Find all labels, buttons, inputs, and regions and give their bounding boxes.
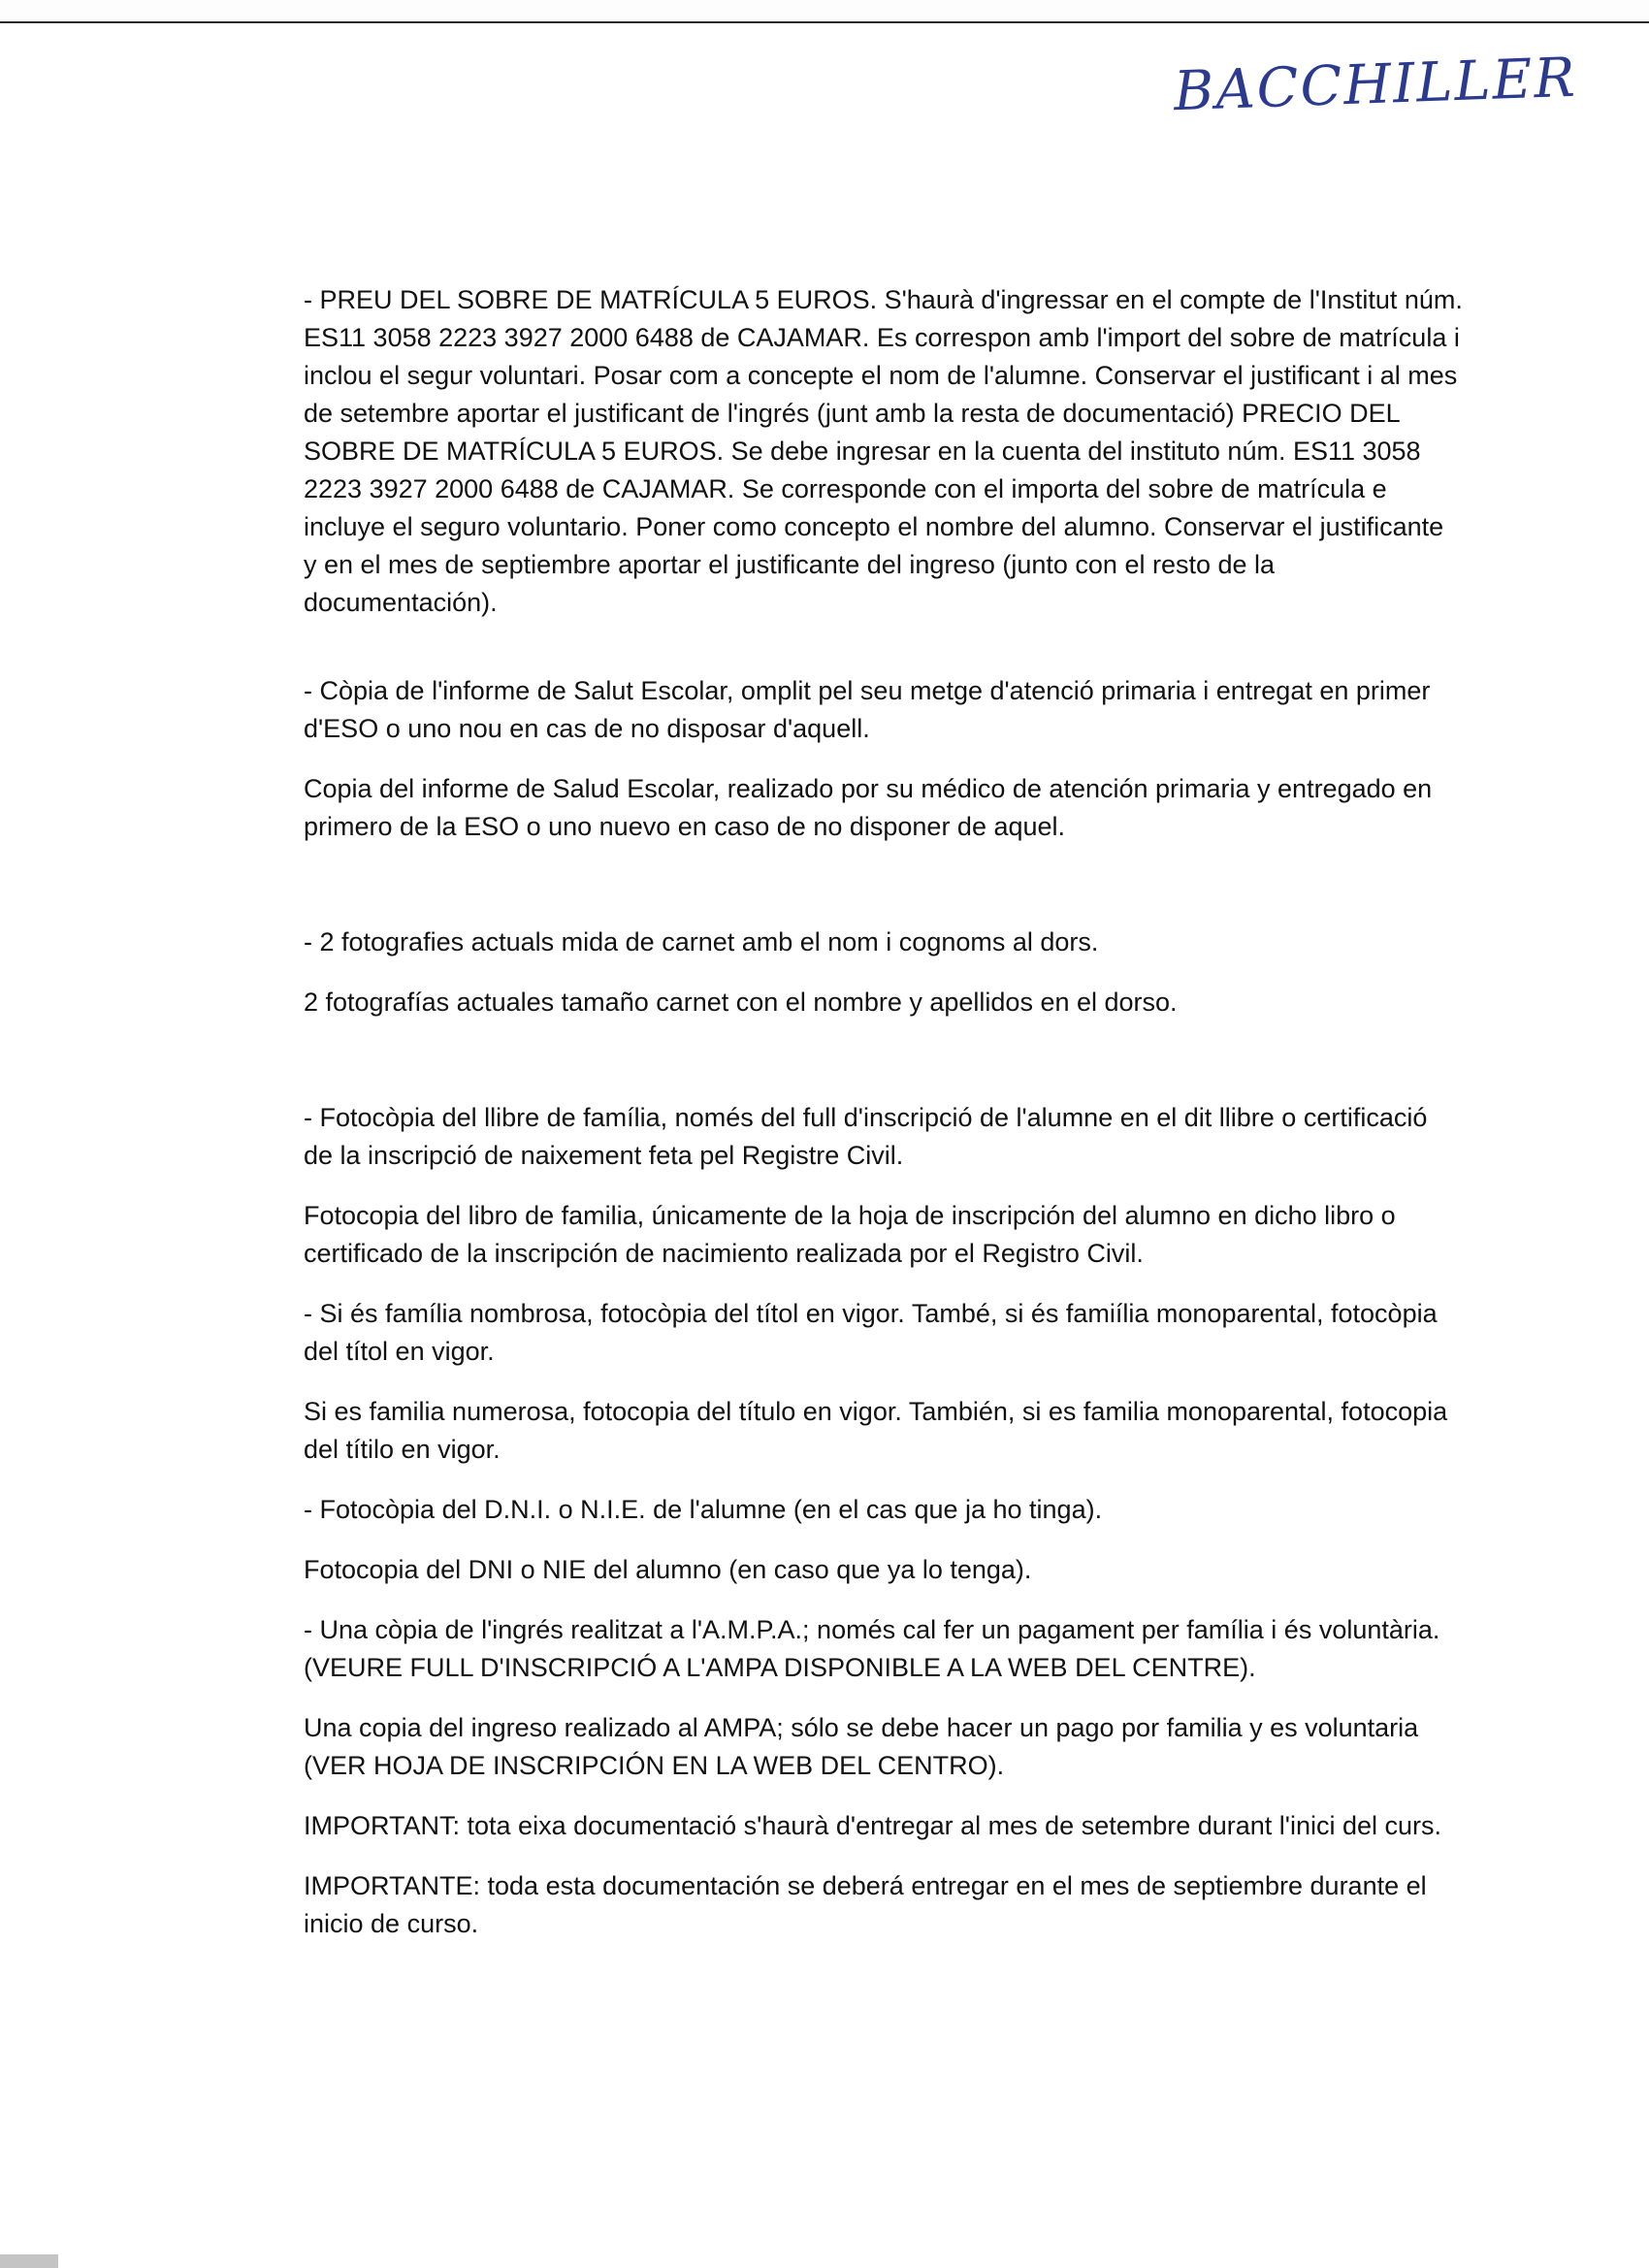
- scan-top-edge: [0, 0, 1649, 23]
- paragraph-family-book-ca: - Fotocòpia del llibre de família, només del full d'inscripció de l'alumne en el dit llibre o certificació de la inscripció de naixement feta pel Registre Civil.: [304, 1103, 1428, 1170]
- paragraph-ampa-ca: - Una còpia de l'ingrés realitzat a l'A.M.P.A.; només cal fer un pagament per família i és voluntària. (VEURE FULL D'INSCRIPCIÓ A L'AMPA DISPONIBLE A LA WEB DEL CENTRE).: [304, 1615, 1440, 1682]
- paragraph-important-es: IMPORTANTE: toda esta documentación se deberá entregar en el mes de septiembre durante el inicio de curso.: [304, 1871, 1427, 1938]
- paragraph-dni-ca: - Fotocòpia del D.N.I. o N.I.E. de l'alumne (en el cas que ja ho tinga).: [304, 1495, 1103, 1524]
- paragraph-important-ca: IMPORTANT: tota eixa documentació s'haurà d'entregar al mes de setembre durant l'inici del curs.: [304, 1811, 1442, 1840]
- paragraph-matricula-fee: - PREU DEL SOBRE DE MATRÍCULA 5 EUROS. S'haurà d'ingressar en el compte de l'Institut núm. ES11 3058 2223 3927 2000 6488 de CAJAMAR. Es correspon amb l'import del sobre de matrícula i inclou el segur voluntari. Posar com a concepte el nom de l'alumne. Conservar el justificant i al mes de setembre aportar el justificant de l'ingrés (junt amb la resta de documentació) PRECIO DEL SOBRE DE MATRÍCULA 5 EUROS. Se debe ingresar en la cuenta del instituto núm. ES11 3058 2223 3927 2000 6488 de CAJAMAR. Se corresponde con el importa del sobre de matrícula e incluye el seguro voluntario. Poner como concepto el nombre del alumno. Conservar el justificante y en el mes de septiembre aportar el justificante del ingreso (junto con el resto de la documentación).: [304, 285, 1463, 617]
- scan-bottom-edge: [0, 2254, 58, 2268]
- document-body: [304, 281, 1463, 1943]
- paragraph-large-family-ca: - Si és família nombrosa, fotocòpia del títol en vigor. També, si és famiília monoparental, fotocòpia del títol en vigor.: [304, 1299, 1438, 1366]
- paragraph-ampa-es: Una copia del ingreso realizado al AMPA; sólo se debe hacer un pago por familia y es voluntaria (VER HOJA DE INSCRIPCIÓN EN LA WEB DEL CENTRO).: [304, 1713, 1419, 1780]
- paragraph-photos-ca: - 2 fotografies actuals mida de carnet amb el nom i cognoms al dors.: [304, 927, 1099, 956]
- handwritten-annotation: BACCHILLER: [1172, 46, 1578, 124]
- paragraph-family-book-es: Fotocopia del libro de familia, únicamente de la hoja de inscripción del alumno en dicho libro o certificado de la inscripción de nacimiento realizada por el Registro Civil.: [304, 1201, 1396, 1268]
- paragraph-large-family-es: Si es familia numerosa, fotocopia del título en vigor. También, si es familia monoparental, fotocopia del títilo en vigor.: [304, 1397, 1448, 1464]
- paragraph-health-report-es: Copia del informe de Salud Escolar, realizado por su médico de atención primaria y entregado en primero de la ESO o uno nuevo en caso de no disponer de aquel.: [304, 774, 1433, 841]
- paragraph-photos-es: 2 fotografías actuales tamaño carnet con el nombre y apellidos en el dorso.: [304, 988, 1178, 1017]
- paragraph-health-report-ca: - Còpia de l'informe de Salut Escolar, omplit pel seu metge d'atenció primaria i entregat en primer d'ESO o uno nou en cas de no disposar d'aquell.: [304, 676, 1431, 743]
- paragraph-dni-es: Fotocopia del DNI o NIE del alumno (en caso que ya lo tenga).: [304, 1555, 1032, 1584]
